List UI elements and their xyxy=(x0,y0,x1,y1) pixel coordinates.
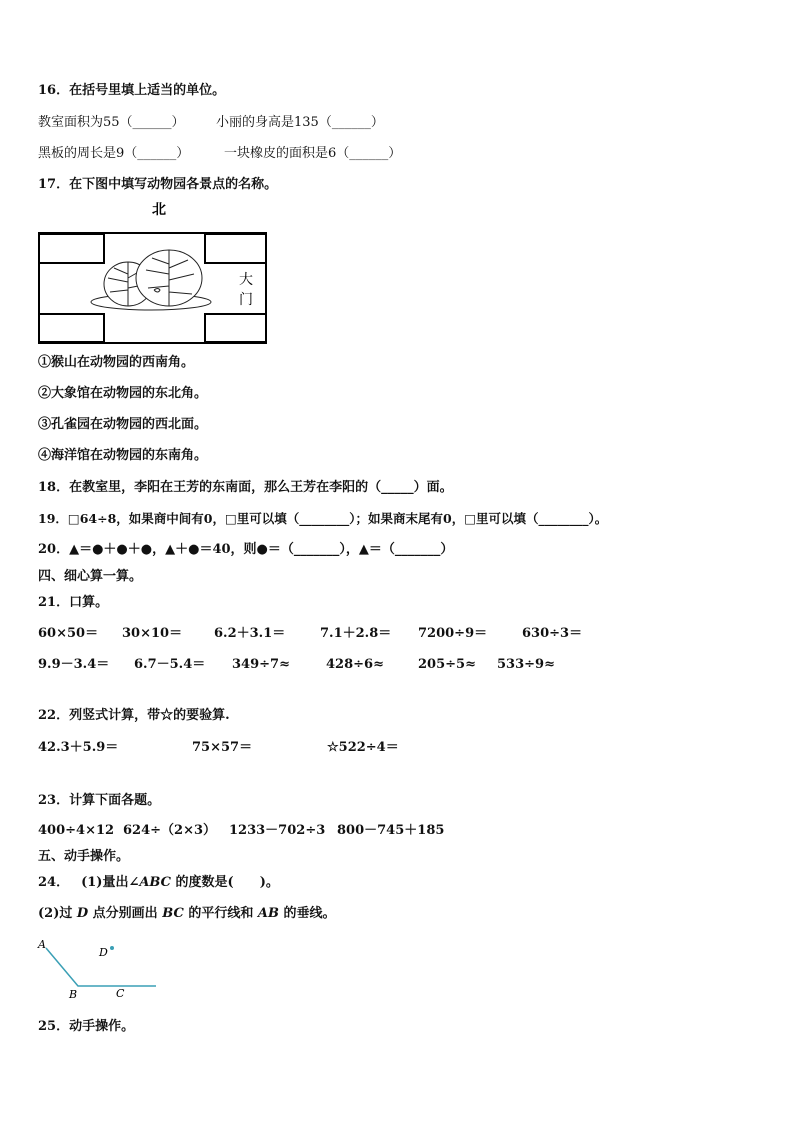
q22-title: 22．列竖式计算，带☆的要验算. xyxy=(38,708,230,723)
label-c: C xyxy=(116,987,125,1000)
corner-box-northeast xyxy=(205,234,265,263)
point-d xyxy=(110,946,114,950)
q18-text: 18．在教室里，李阳在王芳的东南面，那么王芳在李阳的（_____）面。 xyxy=(38,480,453,495)
corner-box-northwest xyxy=(40,234,104,263)
q21-r1-c6: 630÷3＝ xyxy=(522,626,583,641)
q22-item-1: 42.3＋5.9＝ xyxy=(38,740,119,755)
q17-title: 17．在下图中填写动物园各景点的名称。 xyxy=(38,177,278,192)
north-label: 北 xyxy=(152,202,166,218)
section-5-heading: 五、动手操作。 xyxy=(38,849,130,864)
q16-title: 16．在括号里填上适当的单位。 xyxy=(38,83,226,98)
q21-r1-c1: 60×50＝ xyxy=(38,626,99,641)
q23-item-4: 800－745＋185 xyxy=(337,823,445,838)
tree-illustration xyxy=(91,250,211,310)
q21-r1-c2: 30×10＝ xyxy=(122,626,183,641)
q21-r2-c4: 428÷6≈ xyxy=(326,657,384,672)
q17-item-4: ④海洋馆在动物园的东南角。 xyxy=(38,448,208,463)
q25-text: 25．动手操作。 xyxy=(38,1019,135,1034)
gate-label-2: 门 xyxy=(239,292,253,308)
q23-item-1: 400÷4×12 xyxy=(38,823,115,838)
q21-r2-c6: 533÷9≈ xyxy=(497,657,555,672)
section-4-heading: 四、细心算一算。 xyxy=(38,569,143,584)
zoo-map xyxy=(36,198,272,348)
q16-item-b: 小丽的身高是135（______） xyxy=(216,115,384,130)
q17-item-1: ①猴山在动物园的西南角。 xyxy=(38,355,195,370)
q21-r1-c5: 7200÷9＝ xyxy=(418,626,488,641)
q22-item-2: 75×57＝ xyxy=(192,740,253,755)
q23-item-2: 624÷（2×3） xyxy=(123,823,217,838)
q21-r2-c2: 6.7－5.4＝ xyxy=(134,657,206,672)
q21-r2-c1: 9.9－3.4＝ xyxy=(38,657,110,672)
q16-item-a: 教室面积为55（______） xyxy=(38,115,185,130)
q24-number: 24． xyxy=(38,875,70,890)
label-d: D xyxy=(99,946,108,959)
label-b: B xyxy=(69,988,78,1001)
q24-part1: 24． (1)量出∠ABC 的度数是( )。 xyxy=(38,875,279,890)
q17-item-2: ②大象馆在动物园的东北角。 xyxy=(38,386,208,401)
q20-text: 20．▲＝●＋●＋●，▲＋●＝40，则●＝（_______），▲＝（_______） xyxy=(38,542,454,557)
q21-title: 21．口算。 xyxy=(38,595,109,610)
q23-title: 23．计算下面各题。 xyxy=(38,793,161,808)
q21-r2-c3: 349÷7≈ xyxy=(232,657,290,672)
q16-item-c: 黑板的周长是9（______） xyxy=(38,146,190,161)
angle-figure xyxy=(30,932,170,1004)
q16-item-d: 一块橡皮的面积是6（______） xyxy=(224,146,402,161)
q23-item-3: 1233－702÷3 xyxy=(229,823,326,838)
corner-box-southwest xyxy=(40,314,104,342)
angle-abc: ABC xyxy=(139,875,172,890)
q21-r1-c3: 6.2＋3.1＝ xyxy=(214,626,286,641)
q21-r1-c4: 7.1＋2.8＝ xyxy=(320,626,392,641)
q24-part2: (2)过 D 点分别画出 BC 的平行线和 AB 的垂线。 xyxy=(38,906,336,921)
q19-text: 19．□64÷8，如果商中间有0，□里可以填（________）；如果商末尾有0，□里可以填（________）。 xyxy=(38,511,608,526)
q22-item-3: ☆522÷4＝ xyxy=(327,740,399,755)
q21-r2-c5: 205÷5≈ xyxy=(418,657,476,672)
corner-box-southeast xyxy=(205,314,265,342)
q17-item-3: ③孔雀园在动物园的西北面。 xyxy=(38,417,208,432)
gate-label-1: 大 xyxy=(239,272,253,288)
label-a: A xyxy=(38,938,46,951)
